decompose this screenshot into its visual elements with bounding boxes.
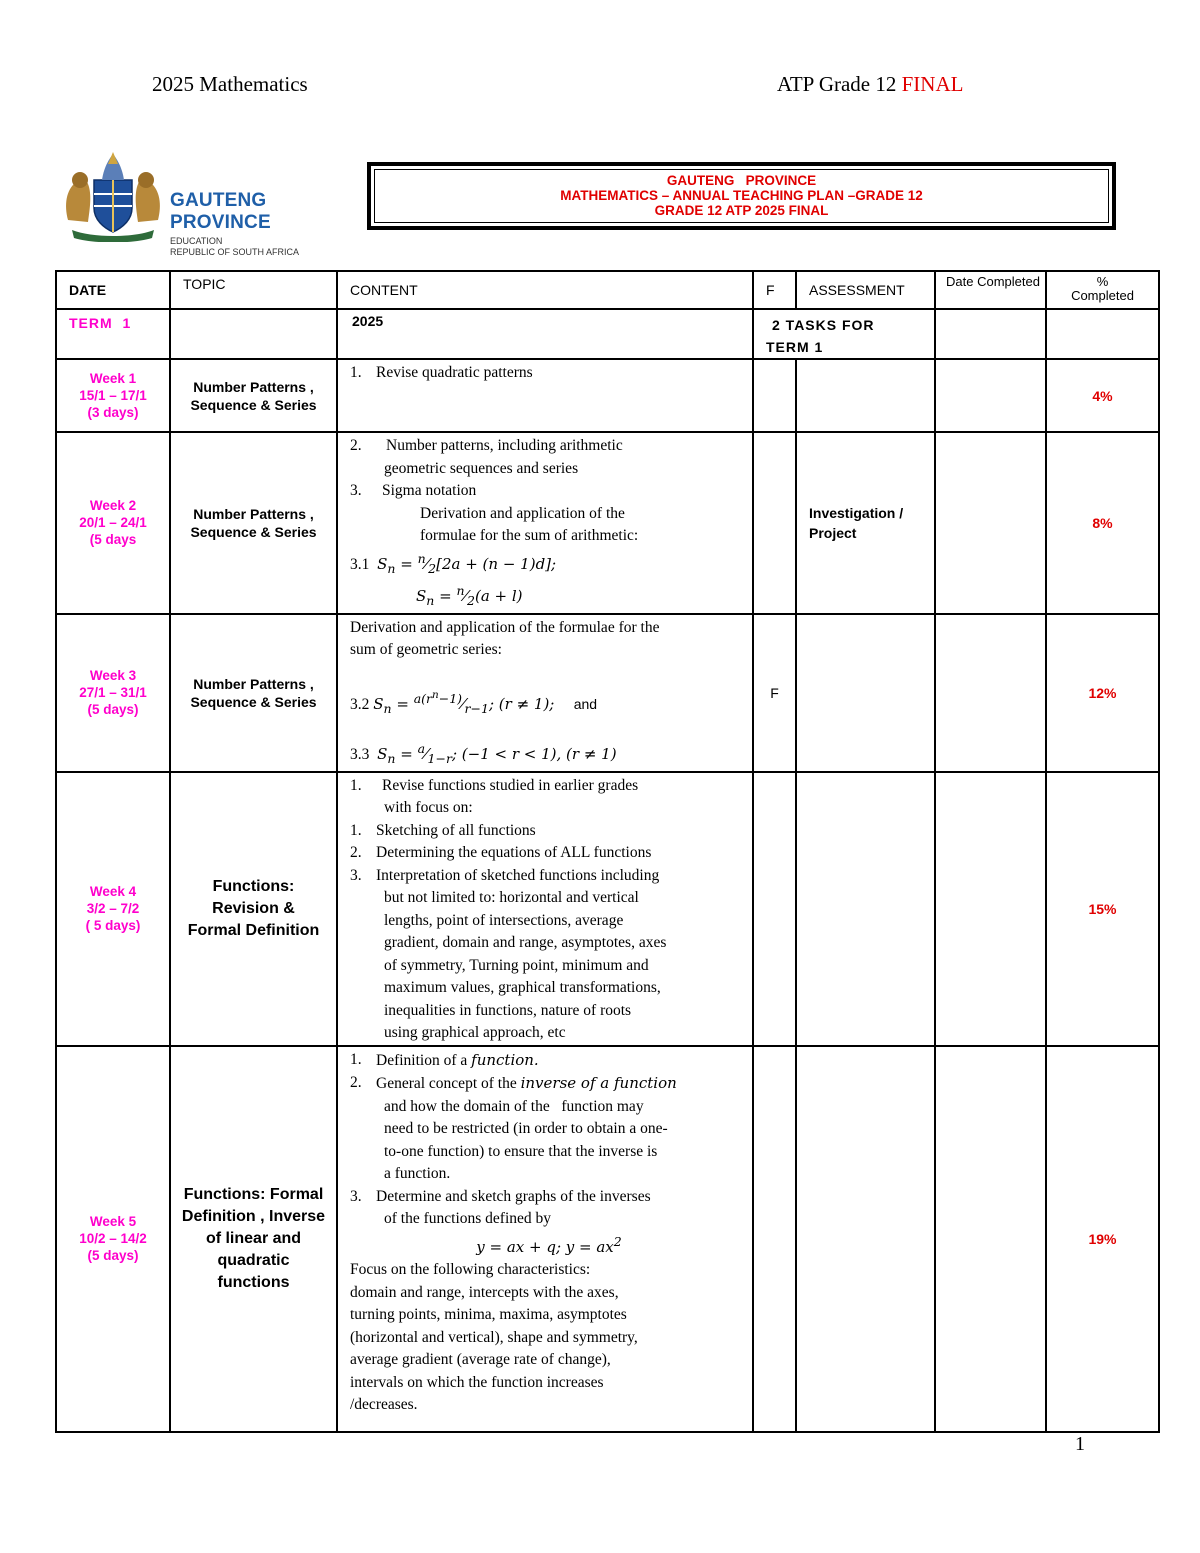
formula-arith-2: $S_n$ = $^n⁄_2(a + l)$ (416, 583, 523, 608)
f-cell (753, 1046, 796, 1432)
pct-cell: 8% (1046, 432, 1159, 614)
table-header-row (56, 271, 1159, 309)
page-number: 1 (1075, 1433, 1085, 1455)
week-cell: Week 1 15/1 – 17/1 (3 days) (56, 359, 170, 432)
date-completed-cell (935, 432, 1046, 614)
title-province: GAUTENG PROVINCE (666, 173, 817, 188)
term-row (56, 309, 1159, 359)
assessment-cell (796, 772, 935, 1046)
running-header-left: 2025 Mathematics (152, 72, 308, 96)
assessment-cell (796, 359, 935, 432)
content-cell: Derivation and application of the formulae for the sum of geometric series: 3.2 $S_n$ = $^{a(r^n-1)}⁄_{r-1}$; (r ≠ 1); and 3.3 $S_n$ = $^a⁄_{1-r}$; (−1 < r < 1), (r ≠ 1) (337, 614, 753, 772)
pct-cell: 15% (1046, 772, 1159, 1046)
coat-of-arms-icon (58, 150, 168, 242)
logo-title: GAUTENG PROVINCE (170, 190, 271, 233)
topic-cell: Number Patterns , Sequence & Series (170, 359, 337, 432)
title-atp: GRADE 12 ATP 2025 FINAL (654, 203, 829, 218)
header-pct-completed: % Completed (1046, 271, 1159, 309)
date-completed-cell (935, 614, 1046, 772)
assessment-cell (796, 614, 935, 772)
table-row (56, 1046, 1159, 1432)
logo-line-republic: REPUBLIC OF SOUTH AFRICA (170, 247, 300, 257)
header-atp: ATP Grade 12 (777, 72, 902, 96)
date-completed-cell (935, 772, 1046, 1046)
term-date-empty (935, 309, 1046, 359)
topic-cell: Functions: Revision & Formal Definition (170, 772, 337, 1046)
logo-subtitle (170, 236, 348, 258)
date-completed-cell (935, 359, 1046, 432)
table-row (56, 432, 1159, 614)
term-pct-empty (1046, 309, 1159, 359)
topic-cell: Functions: Formal Definition , Inverse of linear and quadratic functions (170, 1046, 337, 1432)
title-box (367, 162, 1116, 230)
topic-cell: Number Patterns , Sequence & Series (170, 432, 337, 614)
logo-line-education: EDUCATION (170, 236, 223, 246)
header-date: DATE (56, 271, 170, 309)
f-cell: F (753, 614, 796, 772)
formula-arith-1: 3.1 $S_n$ = $^n⁄_2[2a + (n - 1)d]$; (350, 550, 557, 576)
annual-teaching-plan-table (55, 270, 1160, 1433)
header-f: F (753, 271, 796, 309)
table-row (56, 772, 1159, 1046)
term-tasks: 2 TASKS FOR TERM 1 (753, 309, 935, 359)
title-plan: MATHEMATICS – ANNUAL TEACHING PLAN –GRADE 12 (560, 188, 923, 203)
content-cell: 1. Revise quadratic patterns (337, 359, 753, 432)
date-completed-cell (935, 1046, 1046, 1432)
week-cell: Week 4 3/2 – 7/2 ( 5 days) (56, 772, 170, 1046)
assessment-cell (796, 1046, 935, 1432)
term-year: 2025 (337, 309, 753, 359)
term-topic-empty (170, 309, 337, 359)
content-cell: 2. Number patterns, including arithmetic geometric sequences and series 3. Sigma notation Derivation and application of the formulae for the sum of arithmetic: 3.1 $S_n$ = $^n⁄_2[2a + (n - 1)d]$; $S_n$ = $^n⁄_2(a + l)$ (337, 432, 753, 614)
assessment-cell: Investigation / Project (796, 432, 935, 614)
header-content: CONTENT (337, 271, 753, 309)
week-cell: Week 5 10/2 – 14/2 (5 days) (56, 1046, 170, 1432)
table-row (56, 359, 1159, 432)
table-row (56, 614, 1159, 772)
content-cell: 1. Revise functions studied in earlier grades with focus on: 1. Sketching of all functions 2. Determining the equations of ALL functions 3. Interpretation of sketched functions including but not limited to: horizontal and vertical lengths, point of intersections, average gradient, domain and range, asymptotes, axes of symmetry, Turning point, minimum and maximum values, graphical transformations, inequalities in functions, nature of roots using graphical approach, etc (337, 772, 753, 1046)
formula-geom-1: 3.2 $S_n$ = $^{a(r^n-1)}⁄_{r-1}$; (r ≠ 1); and (350, 688, 598, 716)
week-cell: Week 3 27/1 – 31/1 (5 days) (56, 614, 170, 772)
gauteng-logo (58, 150, 348, 257)
header-assessment: ASSESSMENT (796, 271, 935, 309)
topic-cell: Number Patterns , Sequence & Series (170, 614, 337, 772)
week-cell: Week 2 20/1 – 24/1 (5 days (56, 432, 170, 614)
title-box-inner (374, 169, 1109, 223)
header-date-completed: Date Completed (935, 271, 1046, 309)
pct-cell: 19% (1046, 1046, 1159, 1432)
term-label: TERM 1 (56, 309, 170, 359)
f-cell (753, 432, 796, 614)
logo-text (170, 190, 348, 258)
header-final: FINAL (901, 72, 964, 96)
pct-cell: 4% (1046, 359, 1159, 432)
formula-geom-2: 3.3 $S_n$ = $^a⁄_{1-r}$; (−1 < r < 1), (r ≠ 1) (350, 741, 617, 767)
running-header-right (777, 72, 963, 97)
f-cell (753, 359, 796, 432)
pct-cell: 12% (1046, 614, 1159, 772)
f-cell (753, 772, 796, 1046)
formula-functions: y = ax + q; $y = ax^2$ (476, 1233, 622, 1256)
content-cell: 1. Definition of a function. 2. General concept of the inverse of a function and how the domain of the function may need to be restricted (in order to obtain a one- to-one function) to ensure that the inverse is a function. 3. Determine and sketch graphs of the inverses of the functions defined by y = ax + q; $y = ax^2$ Focus on the following characteristics: domain and range, intercepts with the axes, turning points, minima, maxima, asymptotes (horizontal and vertical), shape and symmetry, average gradient (average rate of change), intervals on which the function increases /decreases. (337, 1046, 753, 1432)
header-topic: TOPIC (170, 271, 337, 309)
